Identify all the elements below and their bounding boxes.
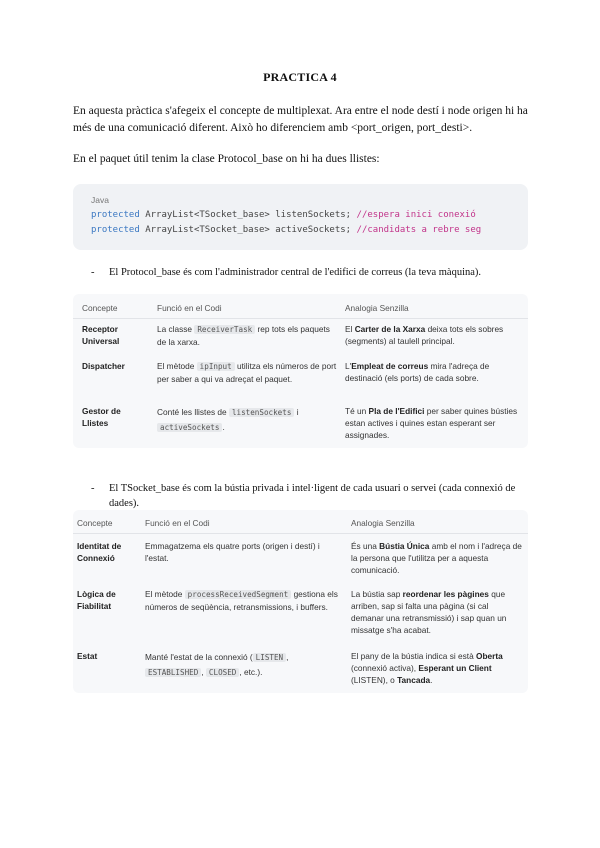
bullet-dash: -: [91, 267, 95, 278]
code-declaration: ArrayList<TSocket_base> activeSockets;: [139, 225, 357, 235]
table-cell-analogy: És una Bústia Única amb el nom i l'adreça de la persona que l'utilitza per a aquesta comunicació.: [351, 541, 522, 575]
table-cell-concept: Gestor de Llistes: [82, 406, 121, 428]
table-cell-analogy: El Carter de la Xarxa deixa tots els sobres (segments) al taulell principal.: [345, 324, 504, 346]
inline-code: ESTABLISHED: [145, 668, 201, 677]
table-cell-function: Manté l'estat de la connexió ( LISTEN , ESTABLISHED , CLOSED , etc.).: [145, 652, 289, 677]
table-divider: [73, 318, 528, 319]
table-divider: [73, 533, 528, 534]
code-comment: //candidats a rebre seg: [356, 225, 482, 235]
inline-code: processReceivedSegment: [185, 590, 292, 599]
bullet-text: El Protocol_base és com l'administrador central de l'edifici de correus (la teva màquina).: [109, 267, 482, 278]
table-header-analogy: Analogia Senzilla: [351, 518, 415, 528]
page-title: PRACTICA 4: [263, 70, 337, 84]
table-header-function: Funció en el Codi: [145, 518, 210, 528]
table-cell-function: La classe ReceiverTask rep tots els paquets de la xarxa.: [157, 324, 330, 347]
inline-code: ReceiverTask: [194, 325, 255, 334]
table-cell-concept: Estat: [77, 651, 98, 661]
bullet-text: El TSocket_base és com la bústia privada i intel·ligent de cada usuari o servei (cada connexió de dades).: [109, 483, 516, 509]
table-cell-concept: Lògica de Fiabilitat: [77, 589, 116, 611]
code-block: [73, 184, 528, 250]
code-declaration: ArrayList<TSocket_base> listenSockets;: [139, 210, 357, 220]
table-cell-concept: Receptor Universal: [82, 324, 120, 346]
code-line: [91, 210, 476, 220]
table-cell-analogy: L'Empleat de correus mira l'adreça de destinació (els ports) de cada sobre.: [345, 361, 490, 383]
table-header-concept: Concepte: [77, 518, 113, 528]
table-cell-function: El mètode ipInput utilitza els números de port per saber a qui va adreçat el paquet.: [157, 361, 337, 384]
inline-code: CLOSED: [206, 668, 239, 677]
table-header-concept: Concepte: [82, 303, 118, 313]
paquet-paragraph: En el paquet útil tenim la clase Protocol_base on hi ha dues llistes:: [73, 153, 380, 165]
table-cell-concept: Dispatcher: [82, 361, 125, 371]
inline-code: listenSockets: [229, 408, 294, 417]
table-cell-function: El mètode processReceivedSegment gestiona els números de seqüència, retransmissions, i buffers.: [145, 589, 338, 612]
code-keyword: protected: [91, 210, 140, 220]
bullet-dash: -: [91, 483, 95, 494]
table-cell-analogy: La bústia sap reordenar les pàgines que arriben, sap si falta una pàgina (si cal demanar una retransmissió) i sap quan un missatge s'ha acabat.: [351, 589, 507, 635]
table-header-analogy: Analogia Senzilla: [345, 303, 409, 313]
table-cell-function: Conté les llistes de listenSockets i activeSockets .: [157, 407, 299, 432]
code-language-label: Java: [91, 195, 109, 205]
intro-paragraph: En aquesta pràctica s'afegeix el concepte de multiplexat. Ara entre el node destí i node origen hi ha més de una comunicació diferent. Això ho diferenciem amb <port_origen, port_desti>.: [73, 105, 528, 134]
table-cell-analogy: Té un Pla de l'Edifici per saber quines bústies estan actives i quines estan esperant ser assignades.: [345, 406, 518, 440]
table-cell-analogy: El pany de la bústia indica si està Oberta (connexió activa), Esperant un Client (LISTEN), o Tancada.: [351, 651, 503, 685]
inline-code: ipInput: [197, 362, 235, 371]
code-line: [91, 225, 481, 235]
table-header-function: Funció en el Codi: [157, 303, 222, 313]
code-comment: //espera inici conexió: [356, 210, 476, 220]
inline-code: LISTEN: [253, 653, 286, 662]
table-protocol-base: [73, 294, 528, 448]
table-cell-function: Emmagatzema els quatre ports (origen i destí) i l'estat.: [145, 541, 320, 563]
table-cell-concept: Identitat de Connexió: [77, 541, 122, 563]
table-tsocket-base: [73, 510, 528, 693]
inline-code: activeSockets: [157, 423, 222, 432]
code-keyword: protected: [91, 225, 140, 235]
